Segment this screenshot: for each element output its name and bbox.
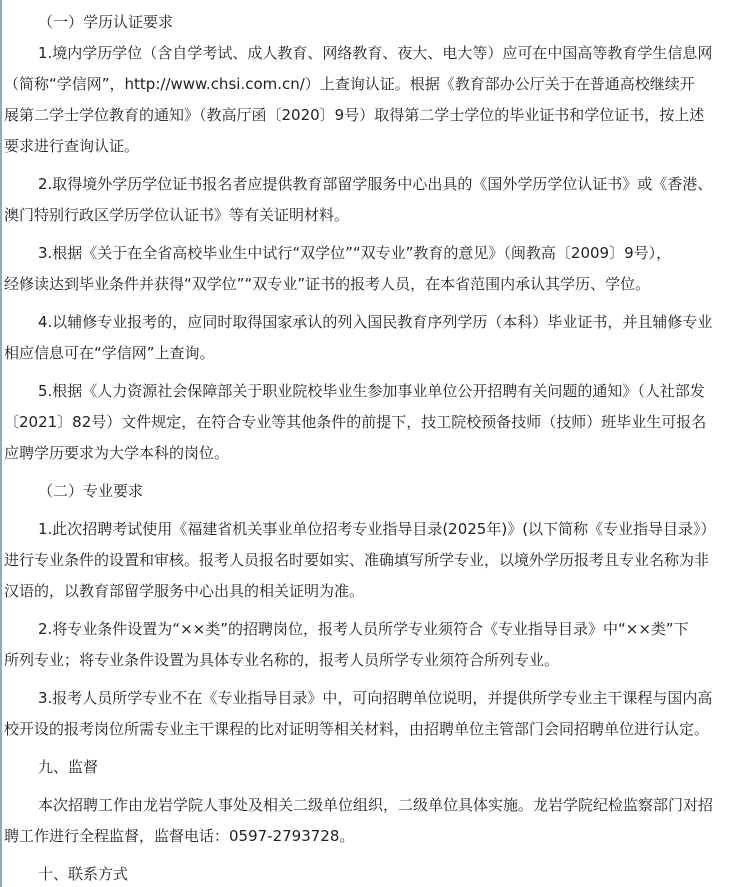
text-line: （简称“学信网”，http://www.chsi.com.cn/）上查询认证。根据《教育部办公厅关于在普通高校继续开 bbox=[4, 75, 695, 93]
text-line: 聘工作进行全程监督，监督电话：0597-2793728。 bbox=[4, 827, 355, 845]
text-line: 汉语的，以教育部留学服务中心出具的相关证明为准。 bbox=[4, 582, 365, 600]
paragraph-gap bbox=[30, 512, 745, 519]
paragraph-gap bbox=[30, 612, 745, 619]
paragraph-gap bbox=[30, 167, 745, 174]
text-line: 十、联系方式 bbox=[38, 865, 129, 883]
text-line: 校开设的报考岗位所需专业主干课程的比对证明等相关材料，由招聘单位主管部门会同招聘单位进行认定。 bbox=[4, 720, 710, 738]
text-line: 要求进行查询认证。 bbox=[4, 137, 140, 155]
text-line: 经修读达到毕业条件并获得“双学位”“双专业”证书的报考人员，在本省范围内承认其学历、学位。 bbox=[4, 275, 651, 293]
text-line: 相应信息可在“学信网”上查询。 bbox=[4, 344, 215, 362]
text-line: 3.根据《关于在全省高校毕业生中试行“双学位”“双专业”教育的意见》（闽教高〔2009〕9号）， bbox=[38, 244, 672, 262]
text-line: 5.根据《人力资源社会保障部关于职业院校毕业生参加事业单位公开招聘有关问题的通知》（人社部发 bbox=[38, 382, 705, 400]
paragraph-gap bbox=[30, 305, 745, 312]
text-line: 展第二学士学位教育的通知》（教高厅函〔2020〕9号）取得第二学士学位的毕业证书和学位证书，按上述 bbox=[4, 106, 705, 124]
text-line: 九、监督 bbox=[38, 758, 99, 776]
text-line: 进行专业条件的设置和审核。报考人员报名时要如实、准确填写所学专业，以境外学历报考且专业名称为非 bbox=[4, 551, 710, 569]
text-line: 应聘学历要求为大学本科的岗位。 bbox=[4, 444, 230, 462]
paragraph-gap bbox=[30, 236, 745, 243]
paragraph-gap bbox=[30, 681, 745, 688]
text-line: 4.以辅修专业报考的，应同时取得国家承认的列入国民教育序列学历（本科）毕业证书，并且辅修专业 bbox=[38, 313, 713, 331]
text-line: 1.此次招聘考试使用《福建省机关事业单位招考专业指导目录(2025年)》(以下简称《专业指导目录》） bbox=[38, 520, 716, 538]
text-line: 3.报考人员所学专业不在《专业指导目录》中，可向招聘单位说明，并提供所学专业主干课程与国内高 bbox=[38, 689, 713, 707]
text-line: 2.取得境外学历学位证书报名者应提供教育部留学服务中心出具的《国外学历学位认证书》或《香港、 bbox=[38, 175, 713, 193]
text-line: 〔2021〕82号）文件规定，在符合专业等其他条件的前提下，技工院校预备技师（技师）班毕业生可报名 bbox=[4, 413, 707, 431]
text-line: （二）专业要求 bbox=[38, 482, 144, 500]
text-line: （一）学历认证要求 bbox=[38, 13, 174, 31]
document-body bbox=[4, 12, 745, 887]
text-line: 所列专业；将专业条件设置为具体专业名称的，报考人员所学专业须符合所列专业。 bbox=[4, 651, 560, 669]
text-line: 澳门特别行政区学历学位认证书》等有关证明材料。 bbox=[4, 206, 350, 224]
text-line: 1.境内学历学位（含自学考试、成人教育、网络教育、夜大、电大等）应可在中国高等教育学生信息网 bbox=[38, 44, 713, 62]
paragraph-gap bbox=[30, 474, 745, 481]
paragraph-gap bbox=[30, 374, 745, 381]
text-line: 本次招聘工作由龙岩学院人事处及相关二级单位组织，二级单位具体实施。龙岩学院纪检监察部门对招 bbox=[38, 796, 714, 814]
text-line: 2.将专业条件设置为“××类”的招聘岗位，报考人员所学专业须符合《专业指导目录》中“××类”下 bbox=[38, 620, 689, 638]
paragraph-gap bbox=[30, 857, 745, 864]
paragraph-gap bbox=[30, 788, 745, 795]
paragraph-gap bbox=[30, 750, 745, 757]
